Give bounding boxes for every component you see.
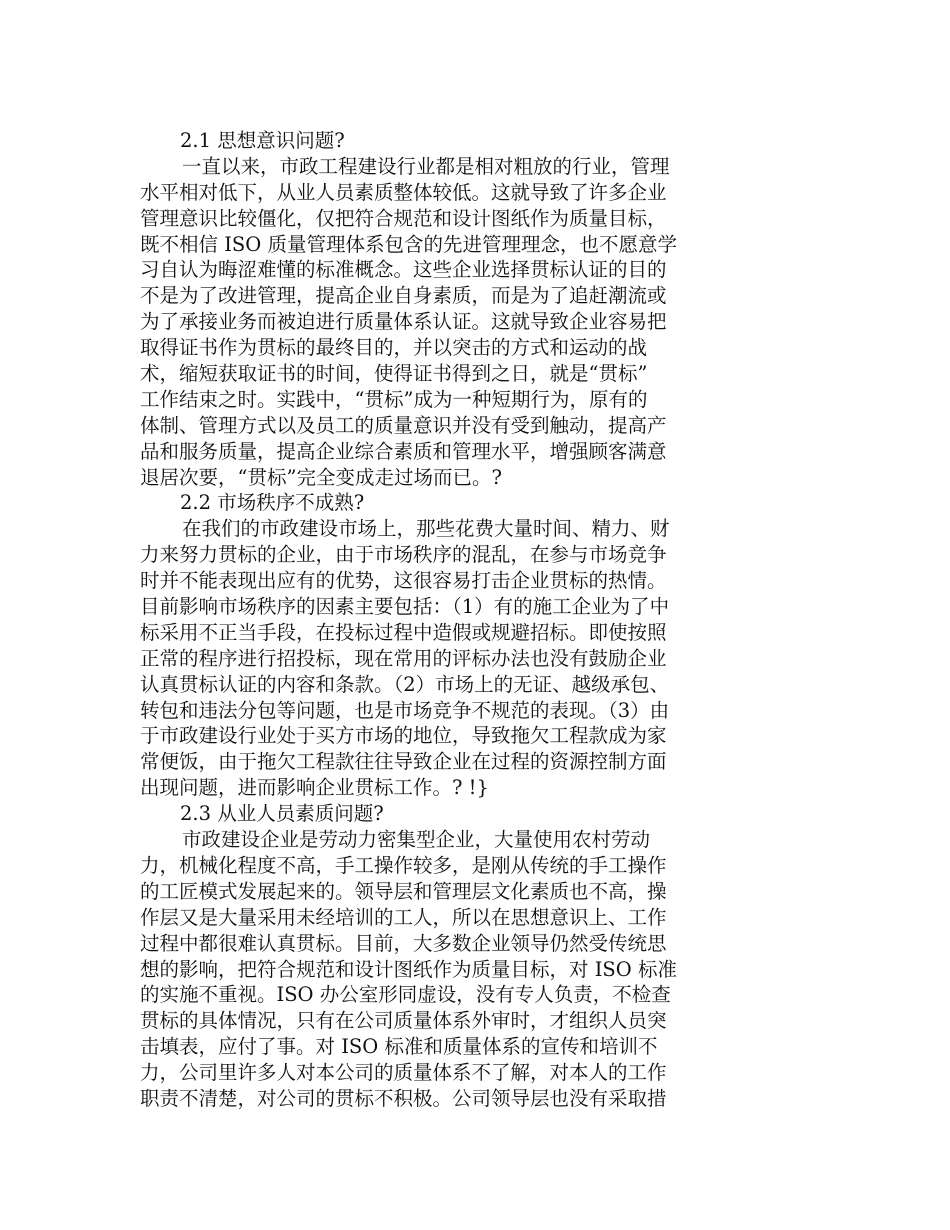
paragraph-line: 职责不清楚，对公司的贯标不积极。公司领导层也没有采取措 [140,1086,667,1110]
paragraph-line: 术，缩短获取证书的时间，使得证书得到之日，就是“贯标” [140,362,648,386]
section-2 [140,490,740,801]
section-1 [140,128,740,490]
paragraph-line: 一直以来，市政工程建设行业都是相对粗放的行业，管理 [182,154,670,178]
paragraph-line: 水平相对低下，从业人员素质整体较低。这就导致了许多企业 [140,180,667,204]
paragraph-line: 取得证书作为贯标的最终目的，并以突击的方式和运动的战 [140,336,648,360]
paragraph-line: 目前影响市场秩序的因素主要包括：（1）有的施工企业为了中 [140,595,670,619]
paragraph-line: 退居次要，“贯标”完全变成走过场而已。? [140,465,502,489]
paragraph-line: 击填表，应付了事。对 ISO 标准和质量体系的宣传和培训不 [140,1035,658,1059]
paragraph-line: 既不相信 ISO 质量管理体系包含的先进管理理念，也不愿意学 [140,232,677,256]
paragraph-line: 为了承接业务而被迫进行质量体系认证。这就导致企业容易把 [140,310,667,334]
paragraph-line: 想的影响，把符合规范和设计图纸作为质量目标，对 ISO 标准 [140,957,677,981]
section-heading: 2.2 市场秩序不成熟? [180,491,365,515]
paragraph-line: 在我们的市政建设市场上，那些花费大量时间、精力、财 [182,517,670,541]
section-heading: 2.3 从业人员素质问题? [180,802,384,826]
paragraph-line: 标采用不正当手段，在投标过程中造假或规避招标。即使按照 [140,620,667,644]
paragraph-line: 贯标的具体情况，只有在公司质量体系外审时，才组织人员突 [140,1009,667,1033]
paragraph-line: 出现问题，进而影响企业贯标工作。? !} [140,776,489,800]
section-3 [140,801,740,1112]
paragraph-line: 不是为了改进管理，提高企业自身素质，而是为了追赶潮流或 [140,284,667,308]
paragraph-line: 管理意识比较僵化，仅把符合规范和设计图纸作为质量目标， [140,206,667,230]
paragraph-line: 体制、管理方式以及员工的质量意识并没有受到触动，提高产 [140,413,667,437]
paragraph-line: 正常的程序进行招投标，现在常用的评标办法也没有鼓励企业 [140,646,667,670]
paragraph-line: 工作结束之时。实践中，“贯标”成为一种短期行为，原有的 [140,387,648,411]
paragraph-line: 市政建设企业是劳动力密集型企业，大量使用农村劳动 [182,828,651,852]
paragraph-line: 力，机械化程度不高，手工操作较多，是刚从传统的手工操作 [140,853,667,877]
paragraph-line: 转包和违法分包等问题，也是市场竞争不规范的表现。（3）由 [140,698,670,722]
section-heading: 2.1 思想意识问题? [180,129,345,152]
paragraph-line: 的实施不重视。ISO 办公室形同虚设，没有专人负责，不检查 [140,983,671,1007]
paragraph-line: 品和服务质量，提高企业综合素质和管理水平，增强顾客满意 [140,439,667,463]
document-body [140,128,740,1112]
paragraph-line: 的工匠模式发展起来的。领导层和管理层文化素质也不高，操 [140,879,667,903]
paragraph-line: 习自认为晦涩难懂的标准概念。这些企业选择贯标认证的目的 [140,258,667,282]
paragraph-line: 常便饭，由于拖欠工程款往往导致企业在过程的资源控制方面 [140,750,667,774]
paragraph-line: 时并不能表现出应有的优势，这很容易打击企业贯标的热情。 [140,569,667,593]
paragraph-line: 力，公司里许多人对本公司的质量体系不了解，对本人的工作 [140,1061,667,1085]
paragraph-line: 过程中都很难认真贯标。目前，大多数企业领导仍然受传统思 [140,931,667,955]
paragraph-line: 作层又是大量采用未经培训的工人，所以在思想意识上、工作 [140,905,667,929]
paragraph-line: 于市政建设行业处于买方市场的地位，导致拖欠工程款成为家 [140,724,667,748]
paragraph-line: 力来努力贯标的企业，由于市场秩序的混乱，在参与市场竞争 [140,543,667,567]
paragraph-line: 认真贯标认证的内容和条款。（2）市场上的无证、越级承包、 [140,672,670,696]
